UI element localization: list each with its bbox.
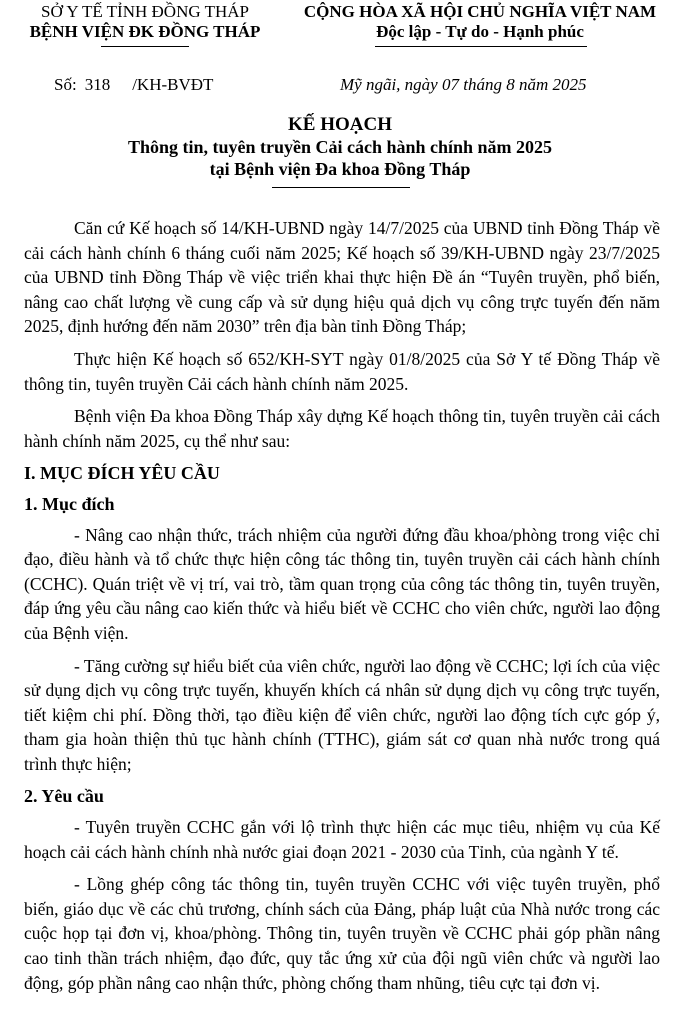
paragraph-intro: Bệnh viện Đa khoa Đồng Tháp xây dựng Kế hoạch thông tin, tuyên truyền cải cách hành chính năm 2025, cụ thể như sau: (24, 406, 660, 451)
nation-line-2: Độc lập - Tự do - Hạnh phúc (376, 22, 584, 41)
paragraph-implementation: Thực hiện Kế hoạch số 652/KH-SYT ngày 01/8/2025 của Sở Y tế Đồng Tháp về thông tin, tuyên truyền Cải cách hành chính năm 2025. (24, 348, 660, 394)
document-title (0, 114, 680, 180)
document-number (54, 75, 213, 95)
doc-number-label: Số: (54, 75, 77, 94)
agency-line-2: BỆNH VIỆN ĐK ĐỒNG THÁP (29, 22, 261, 41)
title-line-3: tại Bệnh viện Đa khoa Đồng Tháp (209, 159, 471, 179)
paragraph-requirement-2: - Lồng ghép công tác thông tin, tuyên truyền CCHC với việc tuyên truyền, phổ biến, giáo dục về các chủ trương, chính sách của Đảng, pháp luật của Nhà nước trong các cuộc họp tại đơn vị, khoa/phòng. Thông tin, tuyên truyền về CCHC phải góp phần nâng cao tinh thần trách nhiệm, đạo đức, quy tắc ứng xử của đội ngũ viên chức và người lao động, góp phần nâng cao nhận thức, phòng chống tham nhũng, tiêu cực tại đơn vị. (24, 874, 660, 993)
agency-line-1: SỞ Y TẾ TỈNH ĐỒNG THÁP (41, 2, 249, 21)
agency-header (14, 2, 276, 42)
document-body (24, 216, 660, 1003)
motto-underline (375, 46, 587, 47)
subheading-requirements: 2. Yêu cầu (24, 786, 104, 807)
paragraph-purpose-2: - Tăng cường sự hiểu biết của viên chức, người lao động về CCHC; lợi ích của việc sử dụng dịch vụ công trực tuyến, khuyến khích cá nhân sử dụng dịch vụ công trực tuyến, tiết kiệm chi phí. Đồng thời, tạo điều kiện để viên chức, người lao động tích cực góp ý, tham gia hoàn thiện thủ tục hành chính (TTHC), giám sát cơ quan nhà nước trong quá trình thực hiện; (24, 655, 660, 774)
document-date: Mỹ ngãi, ngày 07 tháng 8 năm 2025 (340, 75, 587, 94)
section-heading-purpose: I. MỤC ĐÍCH YÊU CẦU (24, 463, 220, 484)
title-underline (272, 187, 410, 188)
doc-number-code: /KH-BVĐT (132, 75, 214, 94)
doc-number-value: 318 (84, 75, 111, 94)
paragraph-requirement-1: - Tuyên truyền CCHC gắn với lộ trình thực hiện các mục tiêu, nhiệm vụ của Kế hoạch cải cách hành chính nhà nước giai đoạn 2021 - 2030 của Tỉnh, của ngành Y tế. (24, 817, 660, 862)
subheading-purpose: 1. Mục đích (24, 493, 115, 514)
paragraph-purpose-1: - Nâng cao nhận thức, trách nhiệm của người đứng đầu khoa/phòng trong việc chỉ đạo, điều hành và tổ chức thực hiện công tác thông tin, tuyên truyền cải cách hành chính (CCHC). Quán triệt về vị trí, vai trò, tầm quan trọng của công tác thông tin, tuyên truyền, đáp ứng yêu cầu nâng cao kiến thức và hiểu biết về CCHC cho viên chức, người lao động của Bệnh viện. (24, 524, 660, 643)
title-line-1: KẾ HOẠCH (288, 114, 392, 135)
paragraph-legal-basis: Căn cứ Kế hoạch số 14/KH-UBND ngày 14/7/2025 của UBND tỉnh Đồng Tháp về cải cách hành chính 6 tháng cuối năm 2025; Kế hoạch số 39/KH-UBND ngày 23/7/2025 của UBND tỉnh Đồng Tháp về việc triển khai thực hiện Đề án “Tuyên truyền, phổ biến, nâng cao chất lượng về cung cấp và sử dụng hiệu quả dịch vụ công trực tuyến đến năm 2025, định hướng đến năm 2030” trên địa bàn tỉnh Đồng Tháp; (24, 218, 660, 337)
nation-line-1: CỘNG HÒA XÃ HỘI CHỦ NGHĨA VIỆT NAM (303, 2, 657, 21)
national-header (286, 2, 674, 42)
title-line-2: Thông tin, tuyên truyền Cải cách hành chính năm 2025 (127, 137, 553, 157)
agency-underline (101, 46, 189, 47)
